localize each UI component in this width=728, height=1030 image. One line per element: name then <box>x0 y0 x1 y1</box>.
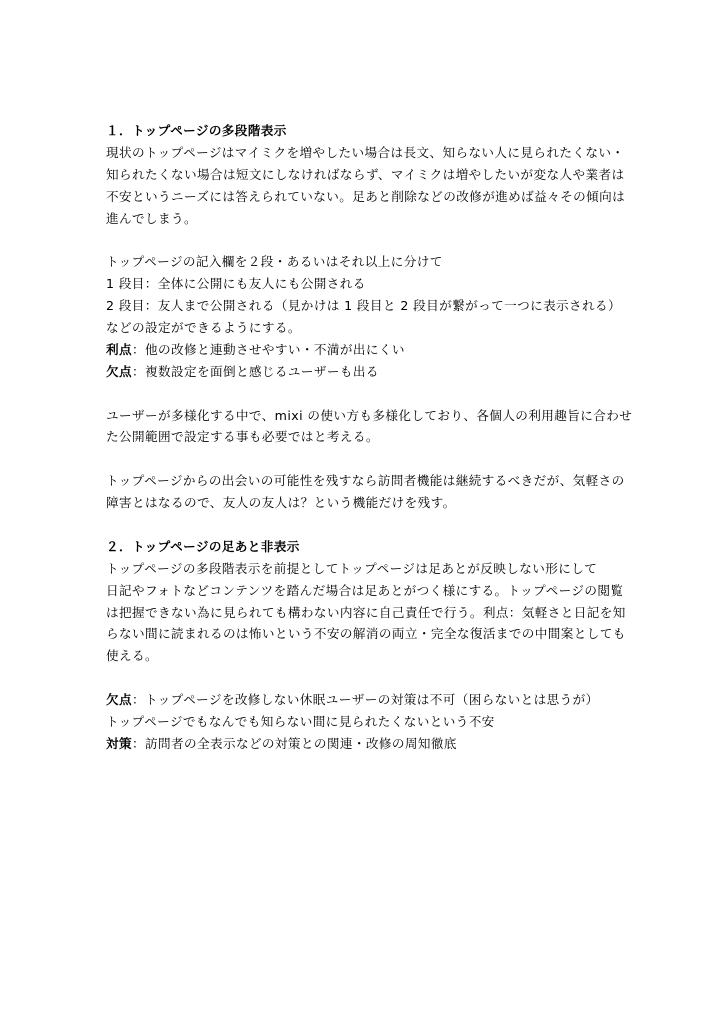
measure-text: ：訪問者の全表示などの対策との関連・改修の周知徹底 <box>132 735 457 751</box>
spacer <box>106 514 626 536</box>
demerit-text: ：複数設定を面倒と感じるユーザーも出る <box>132 363 379 379</box>
paragraph-line: トップページの多段階表示を前提としてトップページは足あとが反映しない形にして <box>106 560 598 576</box>
demerit-line <box>106 361 626 383</box>
merit-text: ：他の改修と連動させやすい・不満が出にくい <box>132 341 405 357</box>
paragraph-line: などの設定ができるようにする。 <box>106 320 301 336</box>
paragraph-line: 2 段目：友人まで公開される（見かけは 1 段目と 2 段目が繋がって一つに表示される） <box>106 298 622 314</box>
demerit-text: ：トップページを改修しない休眠ユーザーの対策は不可（困らないとは思うが） <box>132 692 599 708</box>
spacer <box>106 383 626 405</box>
section1-heading: １．トップページの多段階表示 <box>106 123 287 138</box>
paragraph-line: 使える。 <box>106 648 158 664</box>
section2-heading: ２．トップページの足あと非表示 <box>106 538 300 554</box>
spacer <box>106 667 626 689</box>
measure-label: 対策 <box>106 735 132 751</box>
demerit-line <box>106 689 626 711</box>
paragraph-line: 不安というニーズには答えられていない。足あと削除などの改修が進めば益々その傾向は <box>106 188 626 204</box>
paragraph-line: トップページの記入欄を２段・あるいはそれ以上に分けて <box>106 254 443 270</box>
paragraph-line: トップページからの出会いの可能性を残すなら訪問者機能は継続するべきだが、気軽さの <box>106 473 625 489</box>
spacer <box>106 229 626 251</box>
paragraph-line: は把握できない為に見られても構わない内容に自己責任で行う。利点：気軽さと日記を知 <box>106 604 626 620</box>
paragraph-line: 日記やフォトなどコンテンツを踏んだ場合は足あとがつく様にする。トップページの閲覧 <box>106 582 624 598</box>
paragraph-line: た公開範囲で設定する事も必要ではと考える。 <box>106 429 379 445</box>
demerit-label: 欠点 <box>106 363 132 379</box>
document-body <box>106 120 633 755</box>
merit-label: 利点 <box>106 341 132 357</box>
merit-line <box>106 339 626 361</box>
paragraph-line: 障害とはなるので、友人の友人は？という機能だけを残す。 <box>106 495 456 511</box>
demerit-label: 欠点 <box>106 692 132 708</box>
paragraph-line: 現状のトップページはマイミクを増やしたい場合は長文、知らない人に見られたくない・ <box>106 144 625 160</box>
measure-line <box>106 733 626 755</box>
paragraph-line: 進んでしまう。 <box>106 210 197 226</box>
paragraph-line: 1 段目：全体に公開にも友人にも公開される <box>106 276 366 292</box>
paragraph-line: ユーザーが多様化する中で、mixi の使い方も多様化しており、各個人の利用趣旨に合わせ <box>106 407 633 423</box>
spacer <box>106 448 626 470</box>
paragraph-line: らない間に読まれるのは怖いという不安の解消の両立・完全な復活までの中間案としても <box>106 626 626 642</box>
paragraph-line: 知られたくない場合は短文にしなければならず、マイミクは増やしたいが変な人や業者は <box>106 166 625 182</box>
paragraph-line: トップページでもなんでも知らない間に見られたくないという不安 <box>106 714 495 730</box>
